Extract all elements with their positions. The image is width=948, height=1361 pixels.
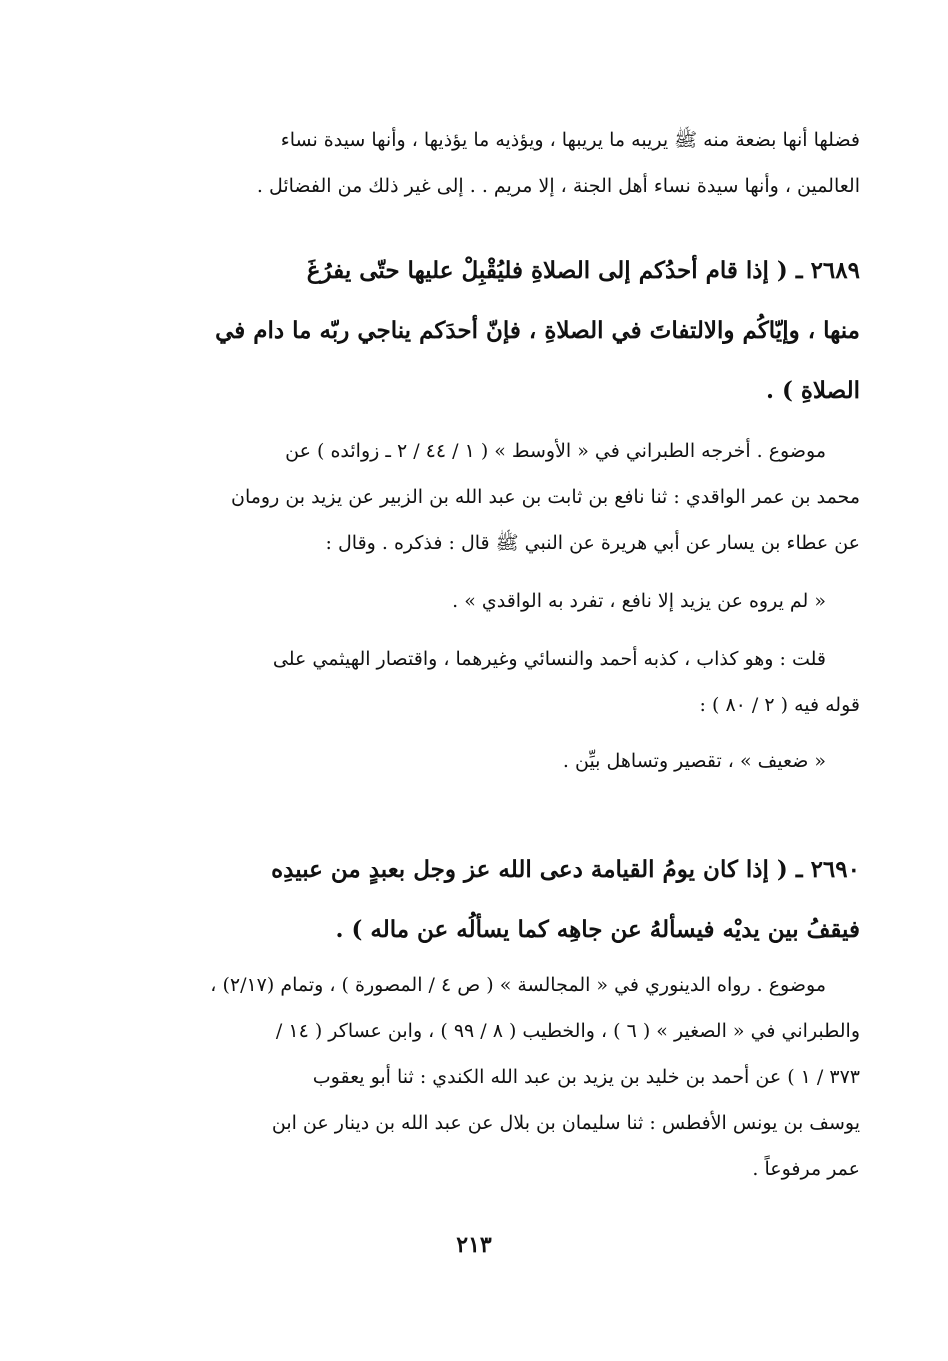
text-line: العالمين ، وأنها سيدة نساء أهل الجنة ، إلا مريم . . إلى غير ذلك من الفضائل .: [256, 175, 860, 197]
text-line: عن عطاء بن يسار عن أبي هريرة عن النبي ﷺ قال : فذكره . وقال :: [325, 532, 860, 554]
text-line: قوله فيه ( ٢ / ٨٠ ) :: [699, 694, 860, 716]
quoted-text: « لم يروه عن يزيد إلا نافع ، تفرد به الواقدي » .: [452, 590, 826, 612]
quoted-text: « ضعيف » ، تقصير وتساهل بيِّن .: [562, 750, 826, 772]
hadith-2689-takhrij: [118, 428, 860, 784]
hadith-2690-takhrij: [118, 962, 860, 1192]
text-line: موضوع . أخرجه الطبراني في « الأوسط » ( ١ / ٤٤ / ٢ ـ زوائده ) عن: [285, 440, 826, 462]
hadith-line: فيقفُ بين يديْه فيسألهُ عن جاهِه كما يسألُه عن ماله ) .: [335, 916, 860, 943]
hadith-line: ٢٦٨٩ ـ ( إذا قام أحدُكم إلى الصلاةِ فليُقْبِلْ عليها حتّى يفرُغَ: [306, 257, 860, 284]
hadith-2689-text: [118, 241, 860, 421]
text-line: قلت : وهو كذاب ، كذبه أحمد والنسائي وغيرهما ، واقتصار الهيثمي على: [272, 648, 826, 670]
intro-paragraph: [118, 117, 860, 209]
page-number: ٢١٣: [456, 1232, 492, 1258]
text-line: يوسف بن يونس الأفطس : ثنا سليمان بن بلال عن عبد الله بن دينار عن ابن: [271, 1112, 860, 1134]
text-line: فضلها أنها بضعة منه ﷺ يريبه ما يريبها ، ويؤذيه ما يؤذيها ، وأنها سيدة نساء: [280, 129, 860, 151]
text-line: والطبراني في « الصغير » ( ٦ ) ، والخطيب ( ٨ / ٩٩ ) ، وابن عساكر ( ١٤ /: [275, 1020, 860, 1042]
text-line: ٣٧٣ / ١ ) عن أحمد بن خليد بن يزيد بن عبد الله الكندي : ثنا أبو يعقوب: [312, 1066, 860, 1088]
text-line: موضوع . رواه الدينوري في « المجالسة » ( ص ٤ / المصورة ) ، وتمام (٢/١٧) ،: [210, 974, 826, 996]
hadith-line: الصلاةِ ) .: [765, 377, 860, 404]
hadith-line: منها ، وإيّاكُم والالتفاتَ في الصلاةِ ، فإنّ أحدَكم يناجي ربّه ما دام في: [215, 317, 860, 344]
hadith-2690-text: [118, 840, 860, 960]
text-line: محمد بن عمر الواقدي : ثنا نافع بن ثابت بن عبد الله بن الزبير عن يزيد بن رومان: [231, 486, 860, 508]
text-line: عمر مرفوعاً .: [752, 1158, 860, 1180]
hadith-line: ٢٦٩٠ ـ ( إذا كان يومُ القيامة دعى الله عز وجل بعبدٍ من عبيدِه: [271, 856, 860, 883]
